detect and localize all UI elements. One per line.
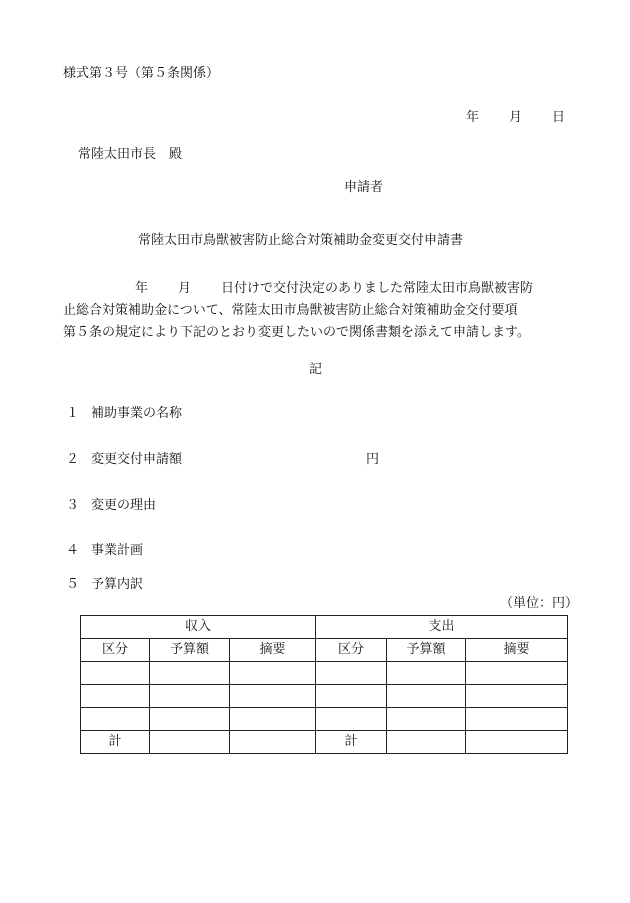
date-line (466, 110, 565, 126)
item-2-label: 変更交付申請額 (91, 452, 183, 467)
table-cell[interactable] (387, 685, 466, 708)
budget-table (80, 615, 568, 754)
table-cell[interactable] (230, 685, 316, 708)
body-line-2: 止総合対策補助金について、常陸太田市鳥獣被害防止総合対策補助金交付要項 (63, 303, 518, 318)
item-2 (66, 452, 182, 468)
table-total-row (81, 731, 568, 754)
table-column-header-row (81, 639, 568, 662)
table-row (81, 708, 568, 731)
item-3 (66, 498, 156, 514)
item-1 (66, 406, 182, 422)
document-title: 常陸太田市鳥獣被害防止総合対策補助金変更交付申請書 (138, 233, 464, 248)
body-month: 月 (178, 281, 192, 296)
table-cell[interactable] (466, 731, 568, 754)
table-cell[interactable] (81, 708, 150, 731)
table-cell[interactable] (387, 708, 466, 731)
item-2-number: ２ (66, 452, 80, 467)
table-row (81, 662, 568, 685)
table-cell[interactable] (466, 685, 568, 708)
item-3-label: 変更の理由 (91, 498, 157, 513)
table-cell[interactable] (81, 662, 150, 685)
income-header: 収入 (81, 616, 316, 639)
item-4-label: 事業計画 (91, 543, 144, 558)
item-4-number: ４ (66, 543, 80, 558)
applicant-label: 申請者 (344, 180, 384, 195)
expense-category-header: 区分 (316, 639, 387, 662)
table-cell[interactable] (150, 662, 230, 685)
table-cell[interactable] (466, 708, 568, 731)
table-cell[interactable] (230, 708, 316, 731)
income-total-label: 計 (81, 731, 150, 754)
application-body (63, 278, 583, 344)
item-5-label: 予算内訳 (91, 577, 144, 592)
expense-header: 支出 (316, 616, 568, 639)
income-category-header: 区分 (81, 639, 150, 662)
expense-total-label: 計 (316, 731, 387, 754)
table-cell[interactable] (387, 662, 466, 685)
table-cell[interactable] (230, 731, 316, 754)
body-year: 年 (135, 281, 149, 296)
item-1-number: １ (66, 406, 80, 421)
body-line-1 (63, 278, 583, 300)
addressee: 常陸太田市長 殿 (78, 147, 183, 162)
item-5 (66, 577, 143, 593)
table-group-header-row (81, 616, 568, 639)
table-cell[interactable] (387, 731, 466, 754)
body-line-1-text: 日付けで交付決定のありました常陸太田市鳥獣被害防 (221, 281, 534, 296)
table-cell[interactable] (81, 685, 150, 708)
amount-unit: 円 (366, 452, 380, 467)
income-remarks-header: 摘要 (230, 639, 316, 662)
date-day: 日 (552, 110, 566, 125)
expense-amount-header: 予算額 (387, 639, 466, 662)
item-3-number: ３ (66, 498, 80, 513)
table-cell[interactable] (316, 685, 387, 708)
table-cell[interactable] (150, 731, 230, 754)
item-5-number: ５ (66, 577, 80, 592)
form-number: 様式第３号（第５条関係） (63, 66, 220, 81)
body-line-3: 第５条の規定により下記のとおり変更したいので関係書類を添えて申請します。 (63, 325, 530, 340)
table-row (81, 685, 568, 708)
table-cell[interactable] (230, 662, 316, 685)
item-1-label: 補助事業の名称 (91, 406, 183, 421)
ki-heading: 記 (309, 362, 323, 377)
date-month: 月 (509, 110, 523, 125)
table-cell[interactable] (150, 685, 230, 708)
table-cell[interactable] (150, 708, 230, 731)
expense-remarks-header: 摘要 (466, 639, 568, 662)
table-cell[interactable] (466, 662, 568, 685)
table-cell[interactable] (316, 662, 387, 685)
date-year: 年 (466, 110, 480, 125)
income-amount-header: 予算額 (150, 639, 230, 662)
table-cell[interactable] (316, 708, 387, 731)
unit-note: （単位：円） (500, 596, 579, 611)
item-4 (66, 543, 143, 559)
